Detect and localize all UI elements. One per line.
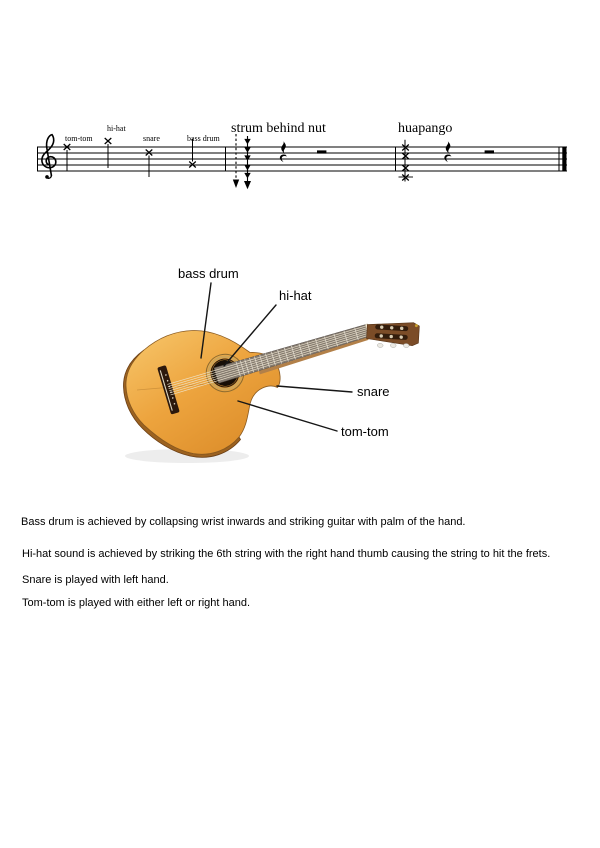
strum-arrow-dashed [233,134,239,188]
tom-tom-note [64,144,71,172]
guitar-headstock [366,320,419,350]
final-barline [562,147,566,172]
snare-note [146,150,153,178]
guitar-label-snare: snare [357,384,390,399]
tom-tom-leader-line [238,401,337,431]
staff-label-snare: snare [143,133,160,143]
snare-leader-line [277,386,352,392]
technique-label-strum-behind-nut: strum behind nut [231,121,326,136]
instruction-hi-hat: Hi-hat sound is achieved by striking the 6th string with the right hand thumb causing the string to hit the frets. [22,548,551,560]
strum-arrow-multi [244,136,251,189]
guitar-label-tom-tom: tom-tom [341,424,389,439]
staff-label-tom-tom: tom-tom [65,133,93,143]
staff-label-hi-hat: hi-hat [107,124,126,133]
half-rest [485,150,494,153]
staff-label-bass-drum: bass drum [187,133,220,143]
guitar-label-hi-hat: hi-hat [279,288,312,303]
guitar-label-bass-drum: bass drum [178,266,239,281]
instruction-tom-tom: Tom-tom is played with either left or right hand. [22,597,251,609]
instruction-bass-drum: Bass drum is achieved by collapsing wrist inwards and striking guitar with palm of the hand. [21,516,466,528]
music-staff [37,134,567,189]
guitar-body-face [126,330,280,454]
treble-clef-icon [42,135,56,179]
huapango-chord [399,140,414,182]
instruction-snare: Snare is played with left hand. [22,573,169,586]
half-rest [317,150,326,153]
technique-label-huapango: huapango [398,121,453,136]
